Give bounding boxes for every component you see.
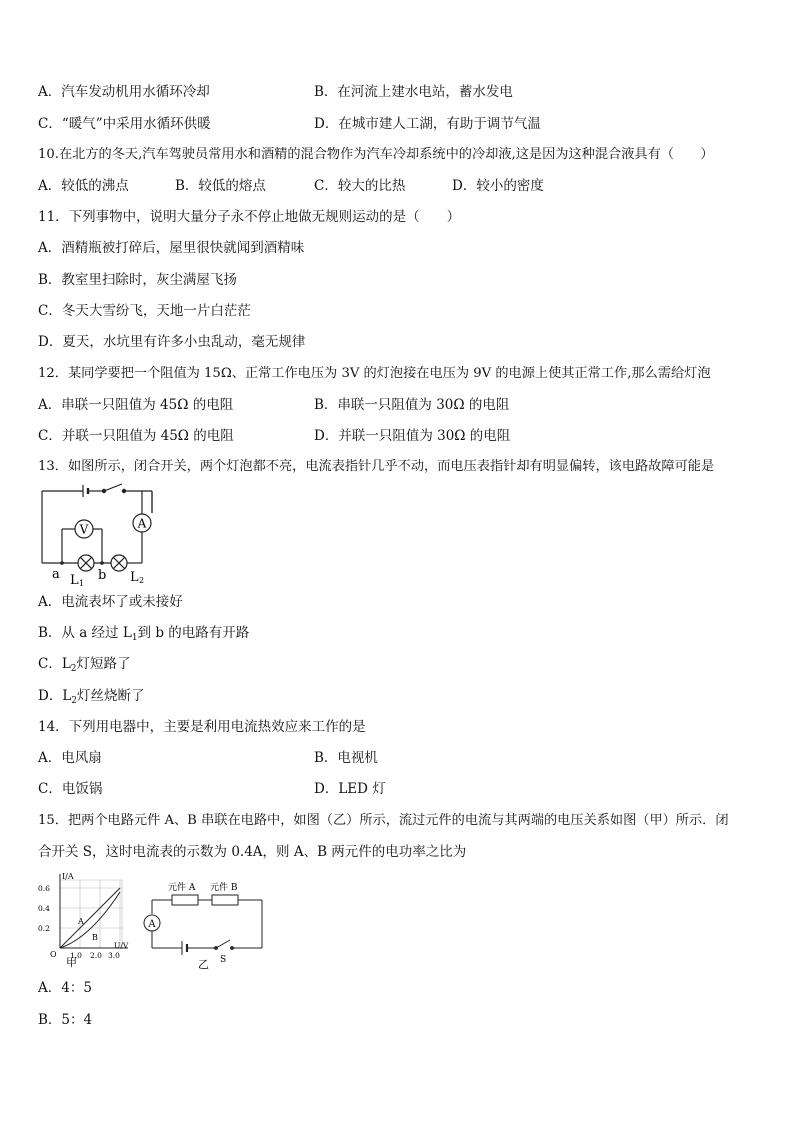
q9-option-a: A．汽车发动机用水循环冷却 — [38, 84, 210, 100]
xtick-1: 2.0 — [90, 951, 102, 960]
point-a-label: a — [52, 567, 60, 582]
xtick-2: 3.0 — [108, 951, 120, 960]
q10-option-d: D．较小的密度 — [452, 178, 544, 194]
q14-option-b: B．电视机 — [314, 750, 378, 766]
q14-option-a: A．电风扇 — [38, 750, 102, 766]
q12-option-b: B．串联一只阻值为 30Ω 的电阻 — [314, 397, 510, 413]
q14-stem: 14．下列用电器中，主要是利用电流热效应来工作的是 — [38, 719, 366, 735]
q15-option-a: A．4：5 — [38, 980, 92, 996]
ammeter-label: A — [137, 516, 147, 531]
q10-option-c: C．较大的比热 — [314, 178, 406, 194]
q15-circuit-figure — [138, 878, 268, 970]
q9-option-c: C．“暖气”中采用水循环供暖 — [38, 116, 211, 132]
q11-option-d: D．夏天，水坑里有许多小虫乱动，毫无规律 — [38, 334, 306, 350]
graph-xlabel: U/V — [114, 941, 129, 950]
graph-origin: O — [50, 950, 57, 959]
q9-option-b: B．在河流上建水电站，蓄水发电 — [314, 84, 513, 100]
q12-stem: 12．某同学要把一个阻值为 15Ω、正常工作电压为 3V 的灯泡接在电压为 9V 的电源上使其正常工作,那么需给灯泡 — [38, 366, 711, 381]
lamp-l1-subscript: 1 — [79, 579, 85, 587]
q12-option-a: A．串联一只阻值为 45Ω 的电阻 — [38, 397, 234, 413]
element-b-label: 元件 B — [210, 883, 238, 893]
graph-ylabel: I/A — [62, 872, 74, 881]
voltmeter-label: V — [79, 522, 89, 537]
switch-icon — [216, 940, 230, 948]
lamp-l2-subscript: 2 — [139, 576, 145, 585]
q14-option-c: C．电饭锅 — [38, 781, 103, 797]
q11-stem: 11．下列事物中，说明大量分子永不停止地做无规则运动的是（ ） — [38, 209, 461, 225]
element-b-resistor — [212, 895, 238, 905]
q13-option-b: B．从 a 经过 $L_1$到 b 的电路有开路 — [38, 625, 250, 643]
circuit-caption: 乙 — [198, 958, 209, 970]
lamp-l1-label: L — [70, 573, 79, 587]
element-a-label: 元件 A — [168, 883, 196, 893]
curve-a-label: A — [78, 917, 84, 926]
q10-option-b: B．较低的熔点 — [175, 178, 266, 194]
point-b-label: b — [98, 568, 107, 583]
q13-circuit-figure — [38, 483, 158, 587]
q14-option-d: D．LED 灯 — [314, 781, 386, 797]
element-a-resistor — [172, 895, 198, 905]
curve-b-label: B — [92, 933, 98, 942]
ytick-1: 0.4 — [38, 904, 50, 913]
q13-stem: 13．如图所示，闭合开关，两个灯泡都不亮，电流表指针几乎不动，而电压表指针却有明显偏转，该电路故障可能是 — [38, 459, 715, 474]
q11-option-b: B．教室里扫除时，灰尘满屋飞扬 — [38, 272, 237, 288]
q15-stem-line2: 合开关 S，这时电流表的示数为 0.4A，则 A、B 两元件的电功率之比为 — [38, 844, 467, 860]
q10-option-a: A．较低的沸点 — [38, 178, 129, 194]
switch-label: S — [220, 955, 227, 965]
q9-option-d: D．在城市建人工湖，有助于调节气温 — [314, 116, 541, 132]
lamp-l2-label: L — [130, 570, 139, 585]
q10-stem: 10.在北方的冬天,汽车驾驶员常用水和酒精的混合物作为汽车冷却系统中的冷却液,这是因为这种混合液具有（ ） — [38, 147, 714, 162]
ytick-2: 0.2 — [38, 924, 50, 933]
q15-option-b: B．5：4 — [38, 1012, 93, 1028]
ammeter-letter: A — [148, 919, 156, 930]
q13-option-a: A．电流表坏了或未接好 — [38, 594, 183, 610]
xtick-0: 1.0 — [70, 951, 82, 960]
q12-option-d: D．并联一只阻值为 30Ω 的电阻 — [314, 428, 511, 444]
q15-iu-graph — [36, 870, 132, 968]
q12-option-c: C．并联一只阻值为 45Ω 的电阻 — [38, 428, 234, 444]
q11-option-c: C．冬天大雪纷飞，天地一片白茫茫 — [38, 303, 251, 319]
q13-option-d: D．$L_2$灯丝烧断了 — [38, 688, 145, 706]
graph-caption: 甲 — [66, 956, 77, 968]
q15-stem-line1: 15．把两个电路元件 A、B 串联在电路中，如图（乙）所示，流过元件的电流与其两端的电压关系如图（甲）所示．闭 — [38, 813, 729, 828]
curve-a-line — [60, 888, 120, 948]
q13-option-c: C．$L_2$灯短路了 — [38, 656, 131, 674]
q11-option-a: A．酒精瓶被打碎后，屋里很快就闻到酒精味 — [38, 240, 305, 256]
ytick-0: 0.6 — [38, 884, 50, 893]
